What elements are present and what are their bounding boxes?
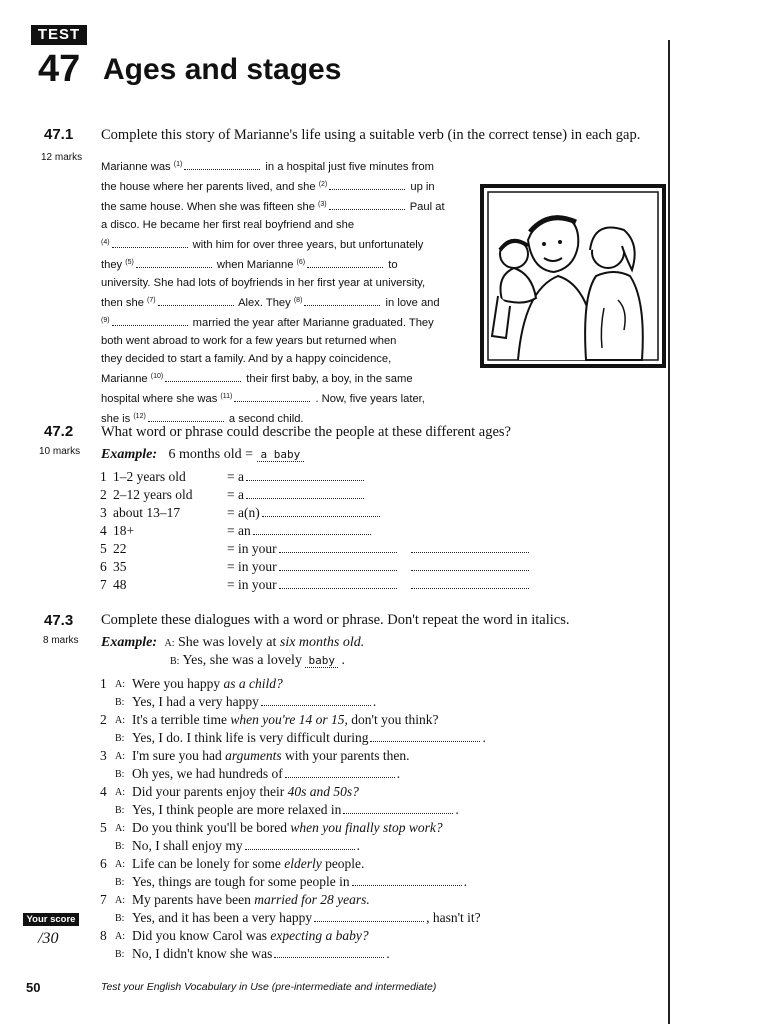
story-line xyxy=(101,234,446,254)
dialogue-italic: elderly xyxy=(284,856,322,871)
section-marks: 8 marks xyxy=(43,635,79,646)
item-number: 5 xyxy=(100,820,107,835)
dialogue-end: . xyxy=(356,838,360,853)
story-line xyxy=(101,388,446,408)
speaker-a: A: xyxy=(115,715,125,726)
answer-gap[interactable] xyxy=(253,525,371,535)
dialogue-text: Did you know Carol was xyxy=(132,928,271,943)
story-text: university. She had lots of boyfriends in her first year at university, xyxy=(101,277,426,289)
gap-number: (1) xyxy=(173,161,183,168)
dialogue-text: Yes, I do. I think life is very difficult during xyxy=(132,730,369,745)
story-text: the same house. When she was fifteen she xyxy=(101,201,319,213)
item-number: 7 xyxy=(100,577,107,592)
answer-gap[interactable] xyxy=(136,259,212,268)
dialogue-text: with your parents then. xyxy=(281,748,410,763)
answer-prefix: = in your xyxy=(227,541,277,556)
dialogue-italic: 40s and 50s? xyxy=(287,784,359,799)
story-text: Marianne xyxy=(101,373,151,385)
answer-prefix: = in your xyxy=(227,577,277,592)
answer-gap[interactable] xyxy=(158,297,234,306)
story-text: up in xyxy=(407,181,435,193)
answer-gap[interactable] xyxy=(329,201,405,210)
gap-number: (6) xyxy=(296,259,306,266)
story-text: Alex. They xyxy=(235,297,294,309)
answer-gap[interactable] xyxy=(246,471,364,481)
example-label: Example: xyxy=(101,635,157,650)
section-number: 47.3 xyxy=(44,612,74,629)
gap-number: (9) xyxy=(101,317,110,324)
answer-gap[interactable] xyxy=(245,840,355,850)
speaker-b: B: xyxy=(115,805,125,816)
age-label: 22 xyxy=(113,541,127,556)
speaker-b: B: xyxy=(115,733,125,744)
dialogue-text: Yes, and it has been a very happy xyxy=(132,910,313,925)
item-number: 1 xyxy=(100,676,107,691)
gap-number: (11) xyxy=(220,393,233,400)
story-line xyxy=(101,176,446,196)
answer-prefix: = a xyxy=(227,487,244,502)
speaker-a: A: xyxy=(115,679,125,690)
section-instruction: Complete these dialogues with a word or phrase. Don't repeat the word in italics. xyxy=(101,612,570,628)
answer-gap[interactable] xyxy=(279,543,397,553)
dialogue-text: Yes, I had a very happy xyxy=(132,694,259,709)
gap-number: (8) xyxy=(293,297,303,304)
story-text: in love and xyxy=(382,297,440,309)
dialogue-text: Yes, I think people are more relaxed in xyxy=(132,802,342,817)
answer-gap[interactable] xyxy=(370,732,480,742)
item-number: 8 xyxy=(100,928,107,943)
dialogue-end: , hasn't it? xyxy=(426,910,481,925)
family-illustration xyxy=(478,180,668,370)
section-marks: 12 marks xyxy=(41,152,83,163)
answer-prefix: = in your xyxy=(227,559,277,574)
answer-gap[interactable] xyxy=(184,161,260,170)
age-label: 18+ xyxy=(113,523,135,538)
gap-number: (7) xyxy=(147,297,156,304)
answer-gap[interactable] xyxy=(234,393,310,402)
answer-gap[interactable] xyxy=(411,579,529,589)
example-b-text: Yes, she was a lovely xyxy=(182,653,302,668)
dialogue-text: My parents have been xyxy=(132,892,255,907)
section-marks: 10 marks xyxy=(39,446,81,457)
story-paragraph xyxy=(101,156,446,428)
score-total: /30 xyxy=(38,930,59,947)
example-answer: a baby xyxy=(257,448,305,462)
dialogue-text: people. xyxy=(321,856,365,871)
answer-gap[interactable] xyxy=(112,239,188,248)
dialogue-text: Do you think you'll be bored xyxy=(132,820,291,835)
dialogue-italic: when you finally stop work? xyxy=(290,820,443,835)
dialogue-text: Life can be lonely for some xyxy=(132,856,285,871)
item-number: 2 xyxy=(100,712,107,727)
gap-number: (5) xyxy=(125,259,134,266)
example-dialogue-a xyxy=(101,635,364,651)
dialogue-text: I'm sure you had xyxy=(132,748,226,763)
story-text: hospital where she was xyxy=(101,393,221,405)
story-line xyxy=(101,254,446,274)
test-number: 47 xyxy=(38,48,81,90)
speaker-a: A: xyxy=(115,859,125,870)
dialogue-text: Did your parents enjoy their xyxy=(132,784,288,799)
answer-gap[interactable] xyxy=(246,489,364,499)
answer-prefix: = a(n) xyxy=(227,505,260,520)
story-text: married the year after Marianne graduated. They xyxy=(189,317,434,329)
speaker-b: B: xyxy=(170,656,180,667)
dialogue-end: . xyxy=(463,874,467,889)
speaker-b: B: xyxy=(115,913,125,924)
story-line xyxy=(101,350,446,368)
story-line xyxy=(101,368,446,388)
answer-gap[interactable] xyxy=(148,413,224,422)
page-edge-rule xyxy=(668,40,670,1024)
page-title: Ages and stages xyxy=(103,53,342,86)
story-text: she is xyxy=(101,413,134,425)
item-number: 6 xyxy=(100,559,107,574)
answer-gap[interactable] xyxy=(112,317,188,326)
speaker-b: B: xyxy=(115,841,125,852)
gap-number: (3) xyxy=(318,201,327,208)
story-text: then she xyxy=(101,297,148,309)
age-label: 2–12 years old xyxy=(113,487,193,502)
story-text: Paul at xyxy=(406,201,445,213)
answer-gap[interactable] xyxy=(411,543,529,553)
gap-number: (12) xyxy=(133,413,146,420)
answer-gap[interactable] xyxy=(352,876,462,886)
dialogue-end: . xyxy=(372,694,377,709)
dialogue-text: No, I shall enjoy my xyxy=(132,838,243,853)
answer-gap[interactable] xyxy=(279,561,397,571)
footer-text: Test your English Vocabulary in Use (pre-intermediate and intermediate) xyxy=(101,981,437,993)
age-label: 1–2 years old xyxy=(113,469,186,484)
story-line xyxy=(101,196,446,216)
page-number: 50 xyxy=(26,980,41,995)
answer-gap[interactable] xyxy=(165,373,241,382)
score-label: Your score xyxy=(23,913,79,926)
answer-gap[interactable] xyxy=(329,181,405,190)
answer-gap[interactable] xyxy=(261,696,371,706)
dialogue-italic: married for 28 years. xyxy=(254,892,370,907)
gap-number: (4) xyxy=(101,239,110,246)
story-text: . Now, five years later, xyxy=(312,393,425,405)
example-text: 6 months old = xyxy=(168,447,254,462)
answer-gap[interactable] xyxy=(274,948,384,958)
story-line xyxy=(101,292,446,312)
dialogue-end: . xyxy=(482,730,486,745)
answer-gap[interactable] xyxy=(307,259,383,268)
section-number: 47.2 xyxy=(44,423,74,440)
speaker-b: B: xyxy=(115,769,125,780)
example-line xyxy=(101,447,304,463)
gap-number: (2) xyxy=(318,181,328,188)
example-a-text: She was lovely at xyxy=(178,635,280,650)
item-number: 3 xyxy=(100,505,107,520)
answer-gap[interactable] xyxy=(411,561,529,571)
age-label: about 13–17 xyxy=(113,505,181,520)
dialogue-text: No, I didn't know she was xyxy=(132,946,273,961)
story-text: their first baby, a boy, in the same xyxy=(243,373,413,385)
dialogue-text: don't you think? xyxy=(347,712,439,727)
item-number: 3 xyxy=(100,748,107,763)
speaker-a: A: xyxy=(164,638,175,649)
gap-number: (10) xyxy=(150,373,164,380)
story-text: to xyxy=(385,259,398,271)
speaker-a: A: xyxy=(115,895,125,906)
story-line xyxy=(101,216,446,234)
dialogue-text: Were you happy xyxy=(132,676,224,691)
age-label: 35 xyxy=(113,559,127,574)
story-text: with him for over three years, but unfortunately xyxy=(189,239,424,251)
speaker-a: A: xyxy=(115,787,125,798)
story-text: when Marianne xyxy=(213,259,297,271)
story-text: both went abroad to work for a few years but returned when xyxy=(101,335,397,347)
example-a-italic: six months old. xyxy=(279,635,365,650)
dialogue-text: It's a terrible time xyxy=(132,712,231,727)
story-text: a second child. xyxy=(225,413,304,425)
section-instruction: Complete this story of Marianne's life using a suitable verb (in the correct tense) in each gap. xyxy=(101,127,641,143)
story-text: a disco. He became her first real boyfriend and she xyxy=(101,219,355,231)
story-text: they decided to start a family. And by a happy coincidence, xyxy=(101,353,392,365)
speaker-b: B: xyxy=(115,949,125,960)
dialogue-italic: as a child? xyxy=(223,676,283,691)
dialogue-end: . xyxy=(396,766,401,781)
answer-gap[interactable] xyxy=(343,804,453,814)
story-line xyxy=(101,156,446,176)
item-number: 2 xyxy=(100,487,107,502)
speaker-b: B: xyxy=(115,877,125,888)
story-text: the house where her parents lived, and she xyxy=(101,181,319,193)
answer-prefix: = a xyxy=(227,469,244,484)
item-number: 5 xyxy=(100,541,107,556)
story-text: in a hospital just five minutes from xyxy=(262,161,434,173)
item-number: 6 xyxy=(100,856,107,871)
answer-gap[interactable] xyxy=(262,507,380,517)
story-line xyxy=(101,312,446,332)
example-label: Example: xyxy=(101,447,157,462)
item-number: 4 xyxy=(100,523,107,538)
item-number: 1 xyxy=(100,469,107,484)
story-text: they xyxy=(101,259,126,271)
age-label: 48 xyxy=(113,577,127,592)
answer-prefix: = an xyxy=(227,523,251,538)
item-number: 4 xyxy=(100,784,107,799)
speaker-b: B: xyxy=(115,697,125,708)
speaker-a: A: xyxy=(115,823,125,834)
dialogue-italic: expecting a baby? xyxy=(270,928,369,943)
speaker-a: A: xyxy=(115,931,125,942)
story-line xyxy=(101,274,446,292)
dialogue-italic: when you're 14 or 15, xyxy=(230,712,348,727)
dialogue-end: . xyxy=(386,946,390,961)
answer-gap[interactable] xyxy=(304,297,380,306)
test-badge: TEST xyxy=(31,25,87,45)
answer-gap[interactable] xyxy=(279,579,397,589)
answer-gap[interactable] xyxy=(314,912,424,922)
story-line xyxy=(101,332,446,350)
dialogue-end: . xyxy=(455,802,459,817)
dialogue-text: Yes, things are tough for some people in xyxy=(132,874,350,889)
dialogue-text: Oh yes, we had hundreds of xyxy=(132,766,283,781)
story-text: Marianne was xyxy=(101,161,174,173)
item-number: 7 xyxy=(100,892,107,907)
example-answer: baby xyxy=(305,654,338,668)
section-number: 47.1 xyxy=(44,126,74,143)
speaker-a: A: xyxy=(115,751,125,762)
example-dialogue-b: B: Yes, she was a lovely baby . xyxy=(170,653,345,668)
dialogue-italic: arguments xyxy=(225,748,282,763)
section-instruction: What word or phrase could describe the people at these different ages? xyxy=(101,424,511,440)
answer-gap[interactable] xyxy=(285,768,395,778)
